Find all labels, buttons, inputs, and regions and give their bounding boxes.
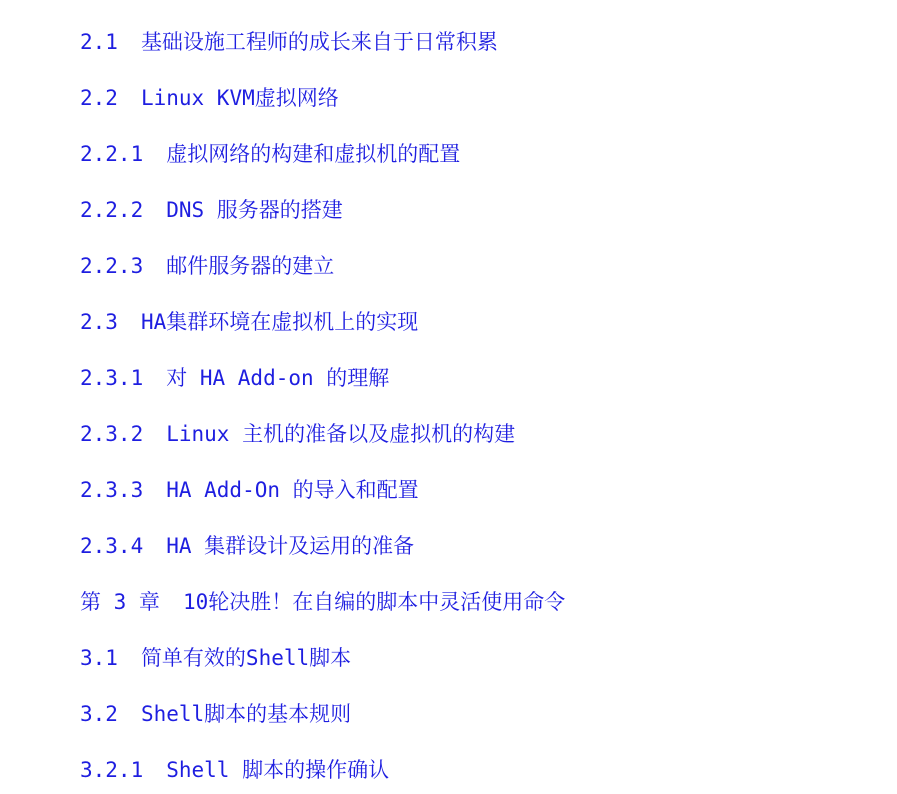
toc-item-2.3.3[interactable]: [80, 477, 877, 503]
toc-item-2.3.1[interactable]: [80, 365, 877, 391]
toc-item-number: 2.3.1: [80, 366, 144, 390]
toc-item-title: 基础设施工程师的成长来自于日常积累: [140, 30, 498, 54]
toc-item-number: 2.3: [80, 310, 118, 334]
toc-item-2.3.4[interactable]: [80, 533, 877, 559]
toc-item-第-3-章[interactable]: [80, 589, 877, 615]
toc-item-number: 2.2.1: [80, 142, 144, 166]
toc-item-number: 2.2: [80, 86, 118, 110]
toc-item-number: 2.3.4: [80, 534, 144, 558]
toc-item-number: 3.2.1: [80, 758, 144, 782]
toc-item-title: HA 集群设计及运用的准备: [166, 534, 415, 558]
toc-item-title: HA集群环境在虚拟机上的实现: [140, 310, 419, 334]
toc-item-2.1[interactable]: [80, 29, 877, 55]
toc-item-title: 邮件服务器的建立: [166, 254, 335, 278]
toc-item-2.2[interactable]: [80, 85, 877, 111]
toc-item-title: 简单有效的Shell脚本: [140, 646, 352, 670]
toc-item-title: 对 HA Add-on 的理解: [166, 366, 390, 390]
toc-list: [80, 29, 877, 783]
toc-item-title: Shell脚本的基本规则: [140, 702, 352, 726]
toc-item-title: Shell 脚本的操作确认: [166, 758, 390, 782]
toc-item-2.2.3[interactable]: [80, 253, 877, 279]
toc-item-number: 2.3.2: [80, 422, 144, 446]
toc-item-3.2[interactable]: [80, 701, 877, 727]
toc-item-2.2.1[interactable]: [80, 141, 877, 167]
toc-item-3.2.1[interactable]: [80, 757, 877, 783]
toc-item-title: 10轮决胜！在自编的脚本中灵活使用命令: [182, 590, 566, 614]
toc-item-2.3.2[interactable]: [80, 421, 877, 447]
toc-item-title: Linux 主机的准备以及虚拟机的构建: [166, 422, 516, 446]
toc-item-title: Linux KVM虚拟网络: [140, 86, 339, 110]
toc-item-2.2.2[interactable]: [80, 197, 877, 223]
toc-item-number: 2.2.3: [80, 254, 144, 278]
toc-item-number: 3.1: [80, 646, 118, 670]
toc-item-2.3[interactable]: [80, 309, 877, 335]
toc-item-number: 第 3 章: [80, 590, 160, 614]
toc-item-number: 3.2: [80, 702, 118, 726]
toc-item-title: 虚拟网络的构建和虚拟机的配置: [166, 142, 461, 166]
toc-item-title: DNS 服务器的搭建: [166, 198, 343, 222]
toc-item-number: 2.2.2: [80, 198, 144, 222]
toc-item-number: 2.3.3: [80, 478, 144, 502]
toc-item-3.1[interactable]: [80, 645, 877, 671]
toc-item-title: HA Add-On 的导入和配置: [166, 478, 419, 502]
toc-item-number: 2.1: [80, 30, 118, 54]
